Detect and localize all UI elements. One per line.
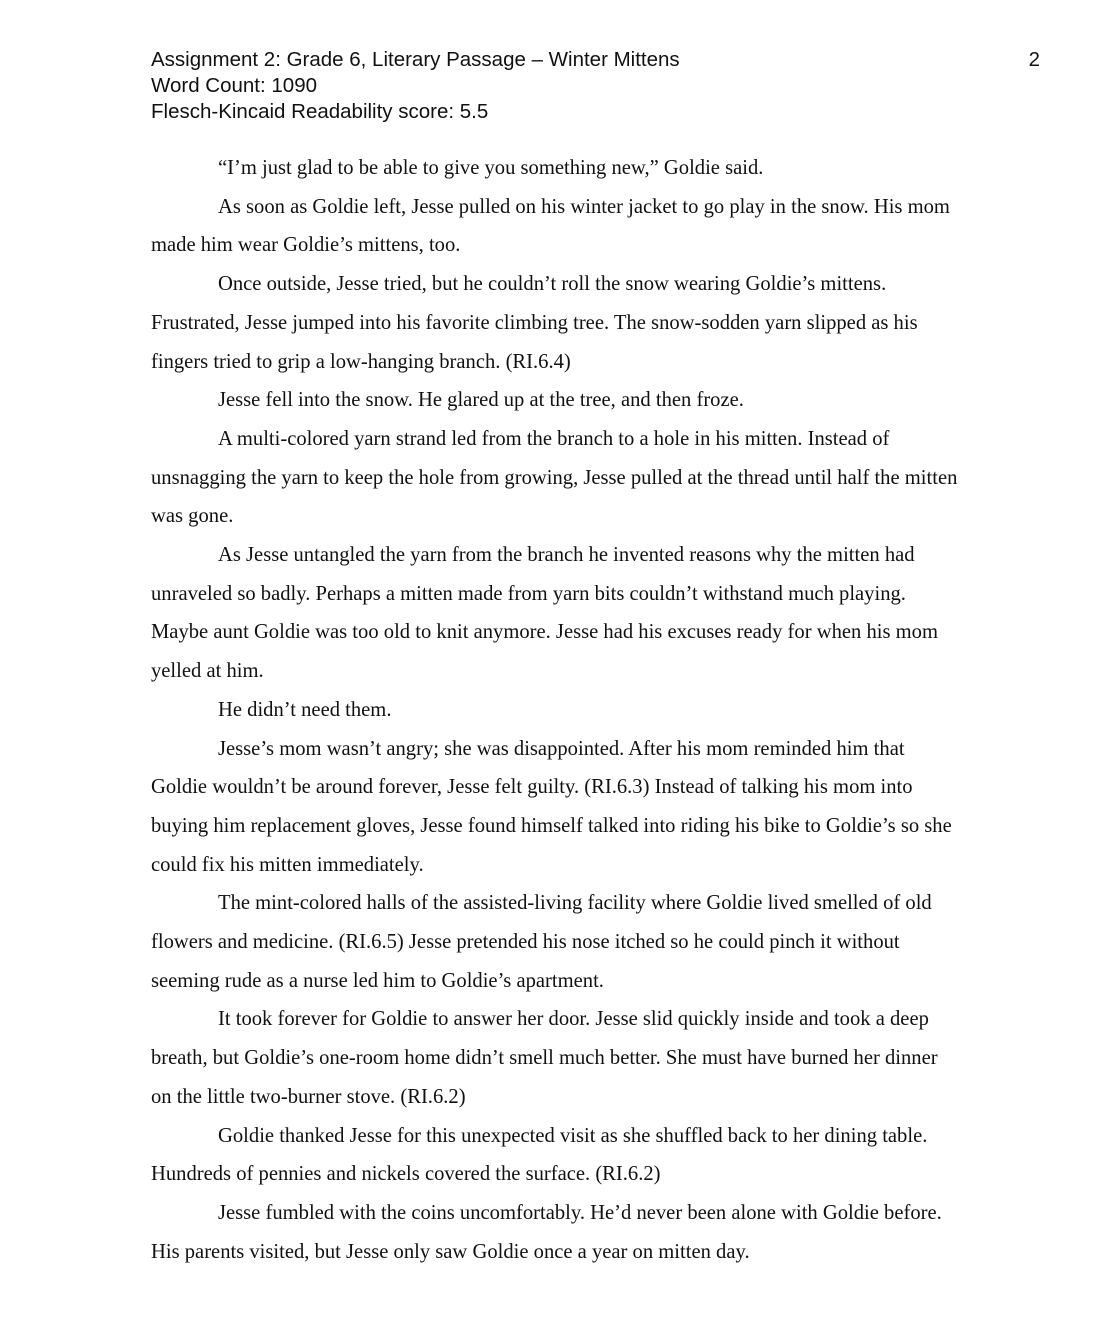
assignment-title: Assignment 2: Grade 6, Literary Passage – Winter Mittens — [151, 48, 680, 71]
paragraph: A multi-colored yarn strand led from the branch to a hole in his mitten. Instead of unsnagging the yarn to keep the hole from growing, Jesse pulled at the thread until half the mitten was gone. — [151, 427, 958, 528]
paragraph: The mint-colored halls of the assisted-living facility where Goldie lived smelled of old flowers and medicine. (RI.6.5) Jesse pretended his nose itched so he could pinch it without seeming rude as a nurse led him to Goldie’s apartment. — [151, 892, 932, 992]
paragraph: “I’m just glad to be able to give you something new,” Goldie said. — [218, 157, 764, 179]
page-header — [151, 47, 951, 125]
paragraph: He didn’t need them. — [218, 698, 392, 721]
page-number: 2 — [1028, 48, 1040, 71]
paragraph: Once outside, Jesse tried, but he couldn’t roll the snow wearing Goldie’s mittens. Frustrated, Jesse jumped into his favorite climbing tree. The snow-sodden yarn slipped as his fingers tried to grip a low-hanging branch. (RI.6.4) — [151, 273, 918, 373]
paragraph: Jesse’s mom wasn’t angry; she was disappointed. After his mom reminded him that Goldie wouldn’t be around forever, Jesse felt guilty. (RI.6.3) Instead of talking his mom into buying him replacement gloves, Jesse found himself talked into riding his bike to Goldie’s so she could fix his mitten immediately. — [151, 737, 952, 876]
readability-score: Flesch-Kincaid Readability score: 5.5 — [151, 100, 489, 123]
paragraph: As soon as Goldie left, Jesse pulled on his winter jacket to go play in the snow. His mom made him wear Goldie’s mittens, too. — [151, 195, 950, 257]
paragraph: Jesse fell into the snow. He glared up at the tree, and then froze. — [218, 389, 744, 412]
paragraph: It took forever for Goldie to answer her door. Jesse slid quickly inside and took a deep breath, but Goldie’s one-room home didn’t smell much better. She must have burned her dinner on the little two-burner stove. (RI.6.2) — [151, 1008, 938, 1108]
passage-body — [151, 149, 961, 1271]
paragraph: Jesse fumbled with the coins uncomfortably. He’d never been alone with Goldie before. His parents visited, but Jesse only saw Goldie once a year on mitten day. — [151, 1201, 942, 1263]
word-count: Word Count: 1090 — [151, 74, 318, 97]
paragraph: As Jesse untangled the yarn from the branch he invented reasons why the mitten had unraveled so badly. Perhaps a mitten made from yarn bits couldn’t withstand much playing. Maybe aunt Goldie was too old to knit anymore. Jesse had his excuses ready for when his mom yelled at him. — [151, 544, 938, 683]
paragraph: Goldie thanked Jesse for this unexpected visit as she shuffled back to her dining table. Hundreds of pennies and nickels covered the surface. (RI.6.2) — [151, 1124, 928, 1186]
